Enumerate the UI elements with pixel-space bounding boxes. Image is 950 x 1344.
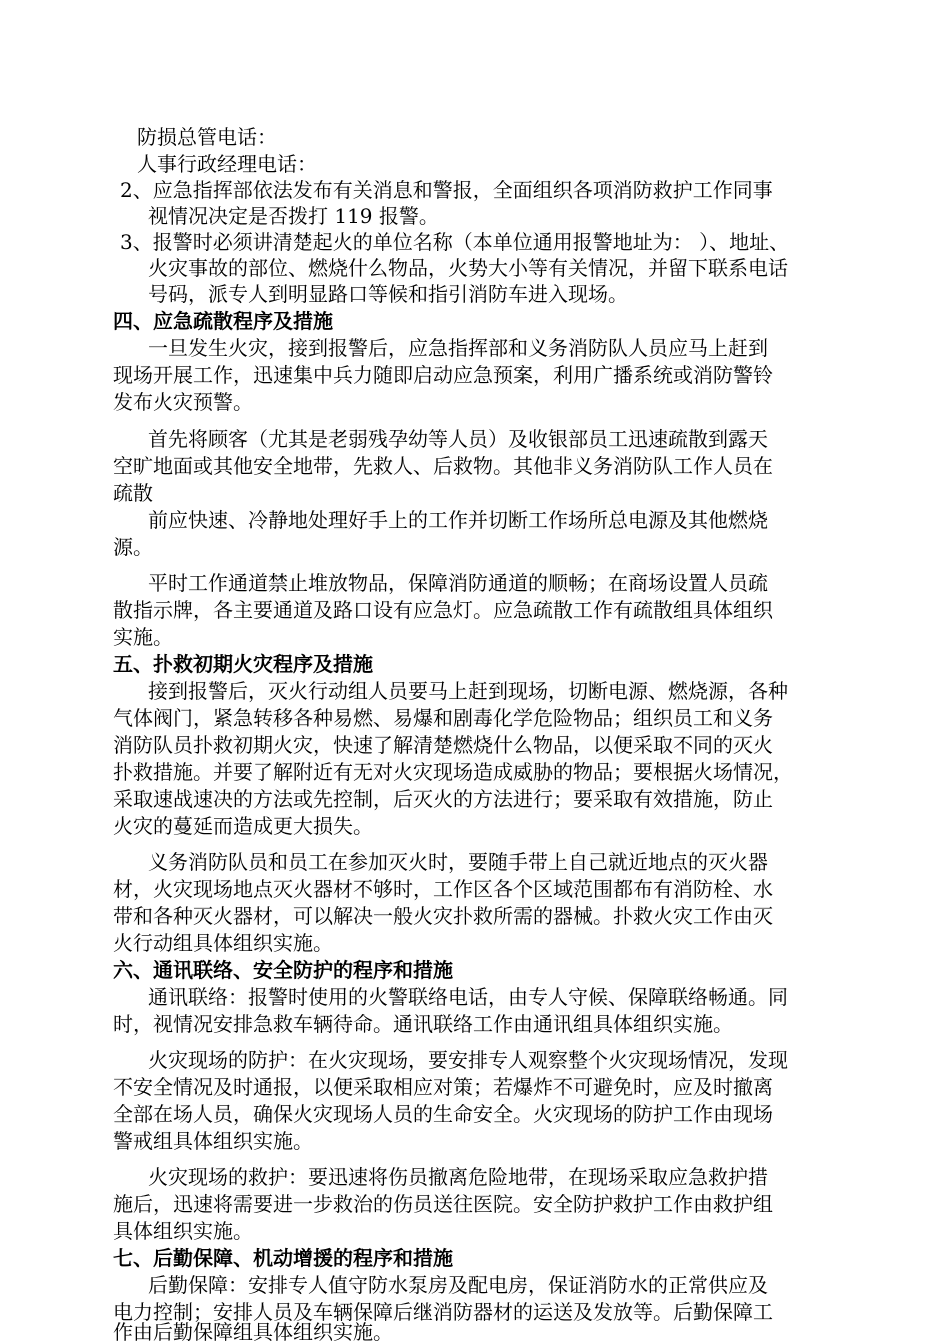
paragraph-line: 接到报警后，灭火行动组人员要马上赶到现场，切断电源、燃烧源，各种 (148, 679, 788, 703)
section-heading: 五、扑救初期火灾程序及措施 (113, 652, 373, 676)
paragraph-line: 实施。 (113, 625, 173, 649)
contact-line: 防损总管电话： (137, 125, 277, 149)
paragraph-line: 源。 (113, 535, 153, 559)
paragraph-line: 扑救措施。并要了解附近有无对火灾现场造成威胁的物品；要根据火场情况， (113, 760, 793, 784)
paragraph-line: 通讯联络：报警时使用的火警联络电话，由专人守候、保障联络畅通。同 (148, 985, 788, 1009)
paragraph-line: 不安全情况及时通报，以便采取相应对策；若爆炸不可避免时，应及时撤离 (113, 1075, 773, 1099)
paragraph-line: 电力控制；安排人员及车辆保障后继消防器材的运送及发放等。后勤保障工 (113, 1300, 773, 1324)
paragraph-line: 平时工作通道禁止堆放物品，保障消防通道的顺畅；在商场设置人员疏 (148, 571, 768, 595)
paragraph-line: 具体组织实施。 (113, 1219, 253, 1243)
paragraph-line: 火灾现场的防护：在火灾现场，要安排专人观察整个火灾现场情况，发现 (148, 1048, 788, 1072)
paragraph-line: 首先将顾客（尤其是老弱残孕幼等人员）及收银部员工迅速疏散到露天 (148, 427, 768, 451)
paragraph-line: 火行动组具体组织实施。 (113, 931, 333, 955)
numbered-item: 2、应急指挥部依法发布有关消息和警报，全面组织各项消防救护工作同事 (120, 178, 773, 202)
section-heading: 六、通讯联络、安全防护的程序和措施 (113, 958, 453, 982)
paragraph-line: 施后，迅速将需要进一步救治的伤员送往医院。安全防护救护工作由救护组 (113, 1192, 773, 1216)
numbered-item: 3、报警时必须讲清楚起火的单位名称（本单位通用报警地址为： ）、地址、 (120, 230, 790, 254)
paragraph-line: 空旷地面或其他安全地带，先救人、后救物。其他非义务消防队工作人员在 (113, 454, 773, 478)
paragraph-line: 火灾现场的救护：要迅速将伤员撤离危险地带，在现场采取应急救护措 (148, 1165, 768, 1189)
paragraph-line: 后勤保障：安排专人值守防水泵房及配电房，保证消防水的正常供应及 (148, 1273, 768, 1297)
paragraph-line: 警戒组具体组织实施。 (113, 1129, 313, 1153)
paragraph-line: 消防队员扑救初期火灾，快速了解清楚燃烧什么物品，以便采取不同的灭火 (113, 733, 773, 757)
paragraph-line: 火灾事故的部位、燃烧什么物品，火势大小等有关情况，并留下联系电话 (148, 256, 788, 280)
paragraph-line: 气体阀门，紧急转移各种易燃、易爆和剧毒化学危险物品；组织员工和义务 (113, 706, 773, 730)
paragraph-line: 疏散 (113, 481, 153, 505)
paragraph-line: 采取速战速决的方法或先控制，后灭火的方法进行；要采取有效措施，防止 (113, 787, 773, 811)
paragraph-line: 散指示牌，各主要通道及路口设有应急灯。应急疏散工作有疏散组具体组织 (113, 598, 773, 622)
paragraph-line: 发布火灾预警。 (113, 390, 253, 414)
paragraph-line: 一旦发生火灾，接到报警后，应急指挥部和义务消防队人员应马上赶到 (148, 336, 768, 360)
paragraph-line: 现场开展工作，迅速集中兵力随即启动应急预案，利用广播系统或消防警铃 (113, 363, 773, 387)
paragraph-line: 视情况决定是否拨打 119 报警。 (148, 204, 439, 228)
paragraph-line: 全部在场人员，确保火灾现场人员的生命安全。火灾现场的防护工作由现场 (113, 1102, 773, 1126)
paragraph-line: 号码，派专人到明显路口等候和指引消防车进入现场。 (148, 282, 628, 306)
section-heading: 七、后勤保障、机动增援的程序和措施 (113, 1246, 453, 1270)
paragraph-line: 义务消防队员和员工在参加灭火时，要随手带上自己就近地点的灭火器 (148, 850, 768, 874)
paragraph-line: 火灾的蔓延而造成更大损失。 (113, 814, 373, 838)
paragraph-line: 带和各种灭火器材，可以解决一般火灾扑救所需的器械。扑救火灾工作由灭 (113, 904, 773, 928)
paragraph-line: 前应快速、冷静地处理好手上的工作并切断工作场所总电源及其他燃烧 (148, 508, 768, 532)
paragraph-line: 作由后勤保障组具体组织实施。 (113, 1320, 393, 1344)
paragraph-line: 材，火灾现场地点灭火器材不够时，工作区各个区域范围都布有消防栓、水 (113, 877, 773, 901)
section-heading: 四、应急疏散程序及措施 (113, 309, 333, 333)
contact-line: 人事行政经理电话： (137, 152, 317, 176)
paragraph-line: 时，视情况安排急救车辆待命。通讯联络工作由通讯组具体组织实施。 (113, 1012, 733, 1036)
